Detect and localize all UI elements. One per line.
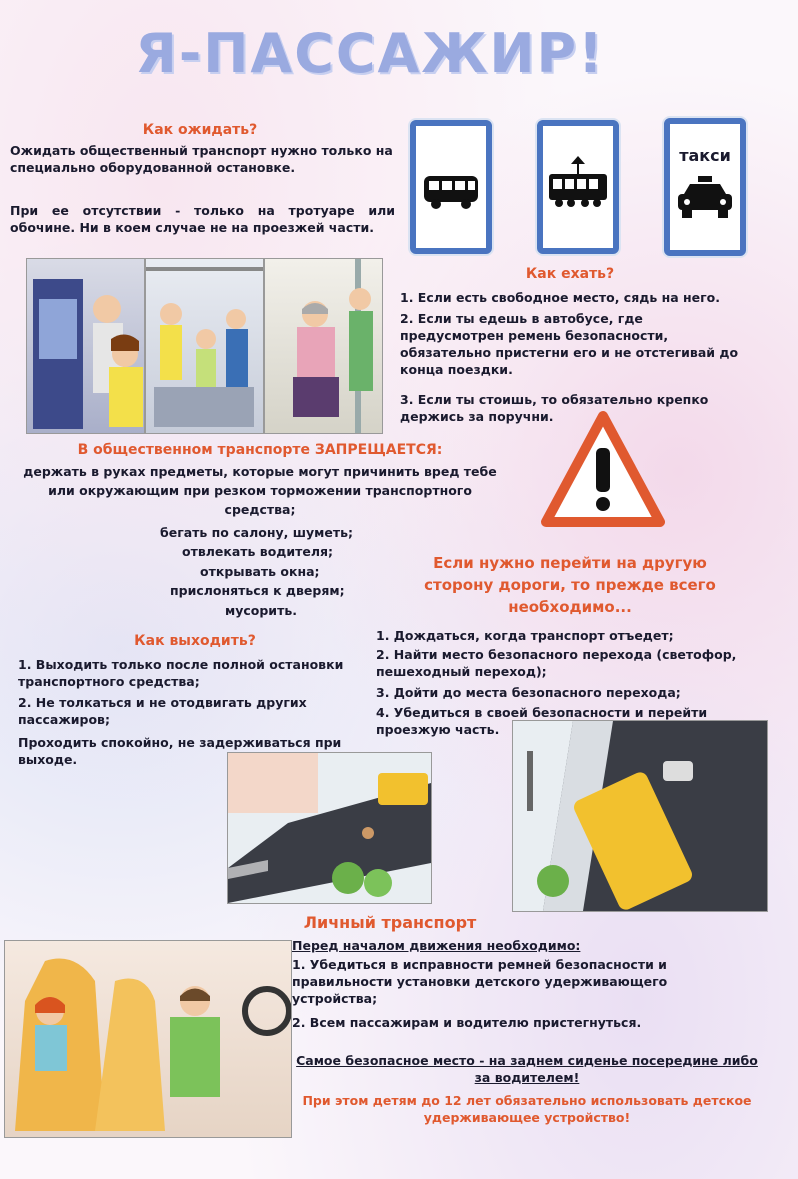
exit-item-3: Проходить спокойно, не задерживаться при выходе. xyxy=(18,735,342,767)
tram-icon xyxy=(543,126,613,248)
forbidden-line-5: отвлекать водителя; xyxy=(182,544,334,559)
forbidden-heading: В общественном транспорте ЗАПРЕЩАЕТСЯ: xyxy=(77,442,443,458)
forbidden-line-7: прислоняться к дверям; xyxy=(170,583,345,598)
seated-passenger-illustration xyxy=(264,258,383,434)
forbidden-line-3: средства; xyxy=(224,502,296,517)
personal-heading: Личный транспорт xyxy=(303,913,477,932)
wait-heading: Как ожидать? xyxy=(142,122,258,138)
forbidden-line-4: бегать по салону, шуметь; xyxy=(160,525,353,540)
wait-paragraph-2: При ее отсутствии - только на тротуаре или обочине. Ни в коем случае не на проезжей части. xyxy=(10,203,395,235)
street-scene-left xyxy=(227,752,432,904)
ride-item-2: 2. Если ты едешь в автобусе, где предусмотрен ремень безопасности, обязательно пристегни его и не отстегивай до конца поездки. xyxy=(400,311,739,377)
ride-heading: Как ехать? xyxy=(525,266,615,282)
ride-item-3: 3. Если ты стоишь, то обязательно крепко держись за поручни. xyxy=(400,392,709,424)
cross-item-4: 4. Убедиться в своей безопасности и перейти проезжую часть. xyxy=(376,705,708,737)
tram-stop-sign xyxy=(537,120,619,254)
cross-item-2: 2. Найти место безопасного перехода (светофор, пешеходный переход); xyxy=(376,647,737,679)
car-interior-illustration xyxy=(4,940,292,1138)
taxi-stop-sign xyxy=(664,118,746,256)
forbidden-line-2: или окружающим при резком торможении транспортного xyxy=(48,483,472,498)
personal-item-2: 2. Всем пассажирам и водителю пристегнуться. xyxy=(292,1015,642,1030)
exclamation-icon xyxy=(540,410,666,530)
taxi-label: такси xyxy=(679,146,731,165)
wait-paragraph-1: Ожидать общественный транспорт нужно только на специально оборудованной остановке. xyxy=(10,143,393,175)
street-scene-right xyxy=(512,720,768,912)
warning-sign xyxy=(540,410,666,530)
forbidden-line-1: держать в руках предметы, которые могут причинить вред тебе xyxy=(23,464,497,479)
exit-item-2: 2. Не толкаться и не отодвигать других пассажиров; xyxy=(18,695,307,727)
cross-heading: Если нужно перейти на другую сторону дороги, то прежде всего необходимо... xyxy=(424,554,716,616)
child-seat-note: При этом детям до 12 лет обязательно использовать детское удерживающее устройство! xyxy=(302,1093,752,1125)
safe-place-note: Самое безопасное место - на заднем сиденье посередине либо за водителем! xyxy=(296,1053,758,1085)
taxi-car-icon xyxy=(670,172,740,232)
personal-intro: Перед началом движения необходимо: xyxy=(292,938,581,953)
bus-icon xyxy=(416,126,486,248)
cross-item-3: 3. Дойти до места безопасного перехода; xyxy=(376,685,681,700)
bus-stop-illustration xyxy=(26,258,145,434)
personal-item-1: 1. Убедиться в исправности ремней безопасности и правильности установки детского удерживающего устройства; xyxy=(292,957,668,1006)
ride-item-1: 1. Если есть свободное место, сядь на него. xyxy=(400,290,721,305)
bus-interior-illustration xyxy=(145,258,264,434)
forbidden-line-8: мусорить. xyxy=(225,603,297,618)
bus-stop-sign xyxy=(410,120,492,254)
exit-heading: Как выходить? xyxy=(134,633,256,649)
page-title: Я-ПАССАЖИР! xyxy=(135,22,605,85)
cross-item-1: 1. Дождаться, когда транспорт отъедет; xyxy=(376,628,674,643)
forbidden-line-6: открывать окна; xyxy=(200,564,320,579)
exit-item-1: 1. Выходить только после полной остановки транспортного средства; xyxy=(18,657,344,689)
